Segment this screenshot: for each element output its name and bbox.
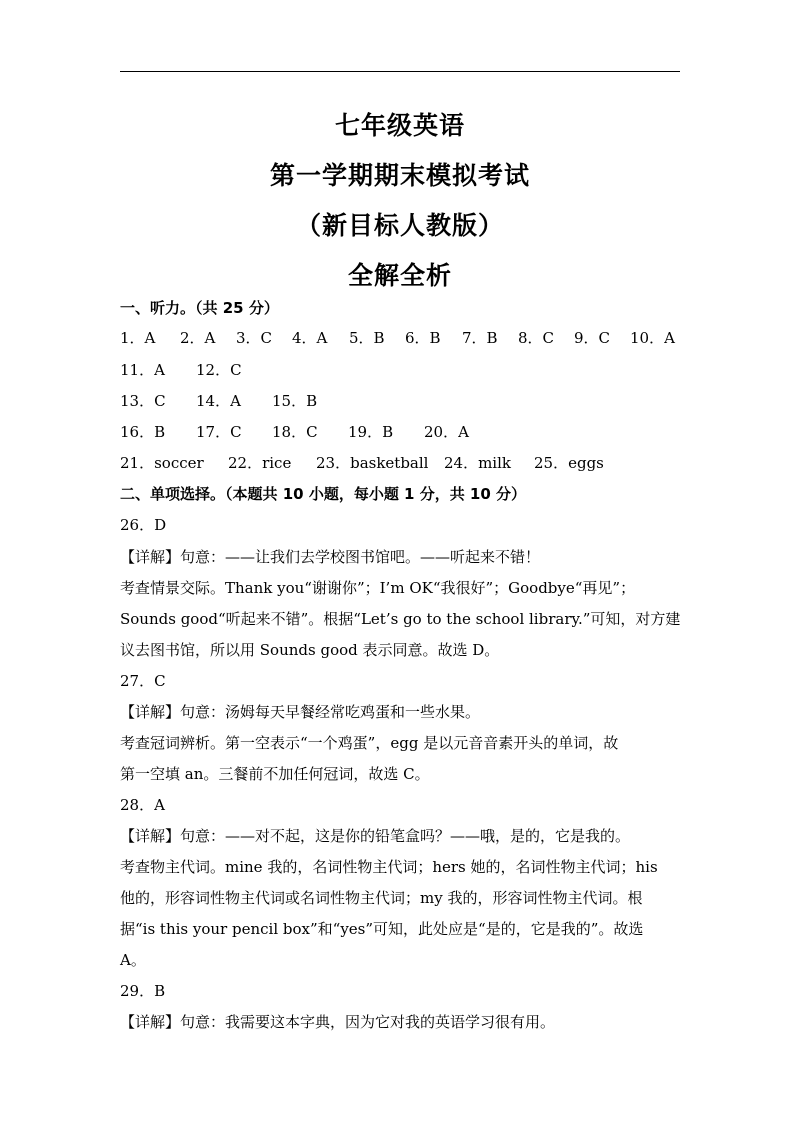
question-26-explanation-3: 议去图书馆，所以用 Sounds good 表示同意。故选 D。 [120,641,500,659]
answer: 3．C [236,329,273,347]
answer: 1．A [120,329,156,347]
answer: 21．soccer [120,454,204,472]
answer: 11．A [120,361,165,379]
answer: 23．basketball [316,454,429,472]
answer: 4．A [292,329,328,347]
question-27-detail: 【详解】句意：汤姆每天早餐经常吃鸡蛋和一些水果。 [120,703,481,721]
question-28-explanation-4: A。 [120,951,146,969]
answer: 18．C [272,423,318,441]
title-line-3: （新目标人教版） [295,211,504,240]
question-28-detail: 【详解】句意：——对不起，这是你的铅笔盒吗？——哦，是的，它是我的。 [120,827,631,845]
question-27-explanation-2: 第一空填 an。三餐前不加任何冠词，故选 C。 [120,765,430,783]
answer: 2．A [180,329,216,347]
section2-heading: 二、单项选择。（本题共 10 小题，每小题 1 分，共 10 分） [120,485,527,503]
answer: 9．C [574,329,611,347]
question-28-explanation-1: 考查物主代词。mine 我的，名词性物主代词；hers 她的，名词性物主代词；his [120,858,658,876]
question-27-answer: 27．C [120,672,166,690]
question-26-detail: 【详解】句意：——让我们去学校图书馆吧。——听起来不错！ [120,548,541,566]
answer: 17．C [196,423,242,441]
question-28-answer: 28．A [120,796,165,814]
answer: 15．B [272,392,318,410]
question-29-detail: 【详解】句意：我需要这本字典，因为它对我的英语学习很有用。 [120,1013,556,1031]
answer: 10．A [630,329,675,347]
question-29-answer: 29．B [120,982,166,1000]
section1-heading: 一、听力。（共 25 分） [120,299,279,317]
answer: 7．B [462,329,498,347]
title-line-1: 七年级英语 [334,111,465,140]
answer: 24．milk [444,454,511,472]
question-26-explanation-2: Sounds good“听起来不错”。根据“Let’s go to the school library.”可知，对方建 [120,610,681,628]
answer: 16．B [120,423,166,441]
answer: 6．B [405,329,441,347]
answer-row-5 [120,453,604,473]
answer: 14．A [196,392,241,410]
answer: 20．A [424,423,469,441]
answer-row-2 [120,360,242,380]
answer-row-1 [120,328,675,348]
answer: 25．eggs [534,454,604,472]
answer: 22．rice [228,454,292,472]
answer: 12．C [196,361,242,379]
header-rule [120,71,680,72]
question-26-explanation-1: 考查情景交际。Thank you“谢谢你”；I’m OK“我很好”；Goodbye“再见”； [120,579,636,597]
title-line-4: 全解全析 [347,261,452,290]
answer: 5．B [349,329,385,347]
answer: 19．B [348,423,394,441]
answer-row-3 [120,391,317,411]
answer-row-4 [120,422,469,442]
question-26-answer: 26．D [120,516,167,534]
question-28-explanation-3: 据“is this your pencil box”和“yes”可知，此处应是“是的，它是我的”。故选 [120,920,644,938]
title-line-2: 第一学期期末模拟考试 [269,161,530,190]
question-27-explanation-1: 考查冠词辨析。第一空表示“一个鸡蛋”，egg 是以元音音素开头的单词，故 [120,734,619,752]
answer: 8．C [518,329,555,347]
question-28-explanation-2: 他的，形容词性物主代词或名词性物主代词；my 我的，形容词性物主代词。根 [120,889,643,907]
answer: 13．C [120,392,166,410]
